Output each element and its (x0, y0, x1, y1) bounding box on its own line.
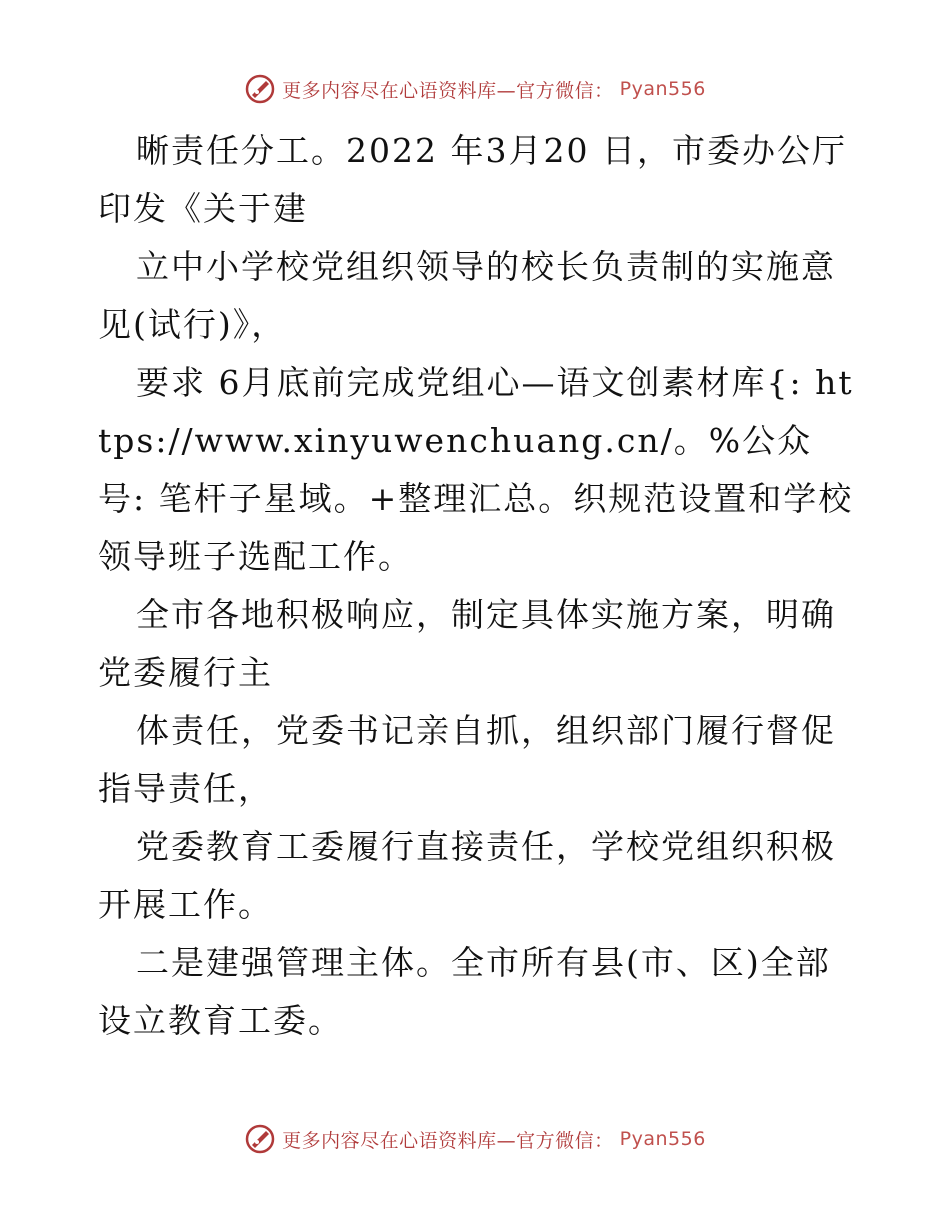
paragraph-6: 党委教育工委履行直接责任，学校党组织积极开展工作。 (98, 827, 836, 924)
watermark-text: 更多内容尽在心语资料库—官方微信： (282, 1129, 614, 1152)
watermark-logo-icon (244, 1123, 276, 1155)
watermark-handle: Pyan556 (619, 78, 706, 100)
paragraph-7: 二是建强管理主体。全市所有县(市、区)全部设立教育工委。 (98, 943, 831, 1040)
paragraph-3: 要求 6月底前完成党组心—语文创素材库{: https://www.xinyuwenchuang.cn/。%公众号: 笔杆子星域。+整理汇总。织规范设置和学校领导班子选配工作。 (98, 363, 854, 576)
watermark-logo-icon (244, 73, 276, 105)
paragraph-4: 全市各地积极响应，制定具体实施方案，明确党委履行主 (98, 595, 836, 692)
watermark-text: 更多内容尽在心语资料库—官方微信： (282, 79, 614, 102)
paragraph-1: 晰责任分工。2022 年3月20 日，市委办公厅印发《关于建 (98, 131, 847, 228)
header-watermark (0, 73, 950, 105)
watermark-handle: Pyan556 (619, 1128, 706, 1150)
paragraph-2: 立中小学校党组织领导的校长负责制的实施意见(试行)》， (98, 247, 836, 344)
paragraph-5: 体责任，党委书记亲自抓，组织部门履行督促指导责任， (98, 711, 836, 808)
footer-watermark (0, 1123, 950, 1155)
document-body (98, 122, 858, 1050)
